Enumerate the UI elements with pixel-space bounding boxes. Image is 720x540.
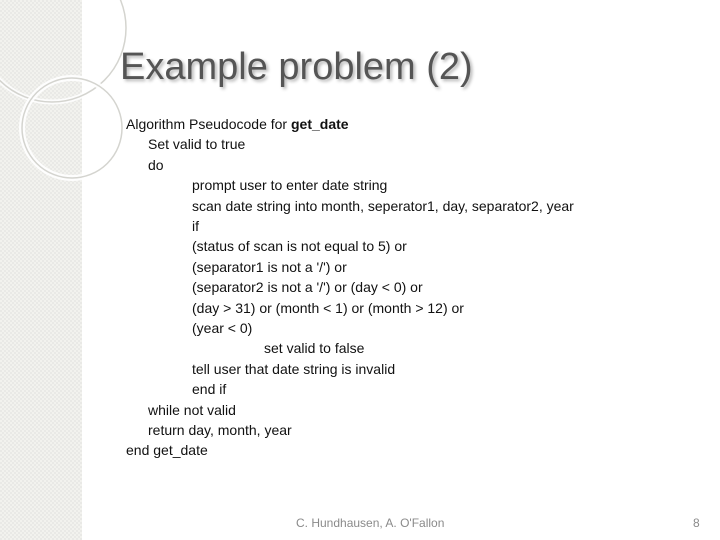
function-name: get_date <box>290 116 349 132</box>
slide-title: Example problem (2) <box>120 46 473 88</box>
code-line: return day, month, year <box>148 422 292 438</box>
code-line: set valid to false <box>264 340 365 356</box>
code-line: (status of scan is not equal to 5) or <box>192 238 407 254</box>
code-line: end get_date <box>126 442 208 458</box>
code-line: (separator2 is not a '/') or (day < 0) or <box>192 279 423 295</box>
pseudocode-heading <box>126 114 349 134</box>
code-line: scan date string into month, seperator1, day, separator2, year <box>192 198 574 214</box>
code-line: tell user that date string is invalid <box>192 361 396 377</box>
code-line: prompt user to enter date string <box>192 177 388 193</box>
heading-prefix: Algorithm Pseudocode for <box>126 116 291 132</box>
code-line: if <box>192 218 199 234</box>
left-pattern-band <box>0 0 82 540</box>
code-line: end if <box>192 381 227 397</box>
code-line: (day > 31) or (month < 1) or (month > 12) or <box>192 300 464 316</box>
code-line: (separator1 is not a '/') or <box>192 259 347 275</box>
code-line: do <box>148 157 164 173</box>
code-line: (year < 0) <box>192 320 253 336</box>
footer-credit: C. Hundhausen, A. O'Fallon <box>296 516 445 530</box>
code-line: Set valid to true <box>148 136 246 152</box>
code-line: while not valid <box>148 402 236 418</box>
page-number: 8 <box>693 516 700 530</box>
